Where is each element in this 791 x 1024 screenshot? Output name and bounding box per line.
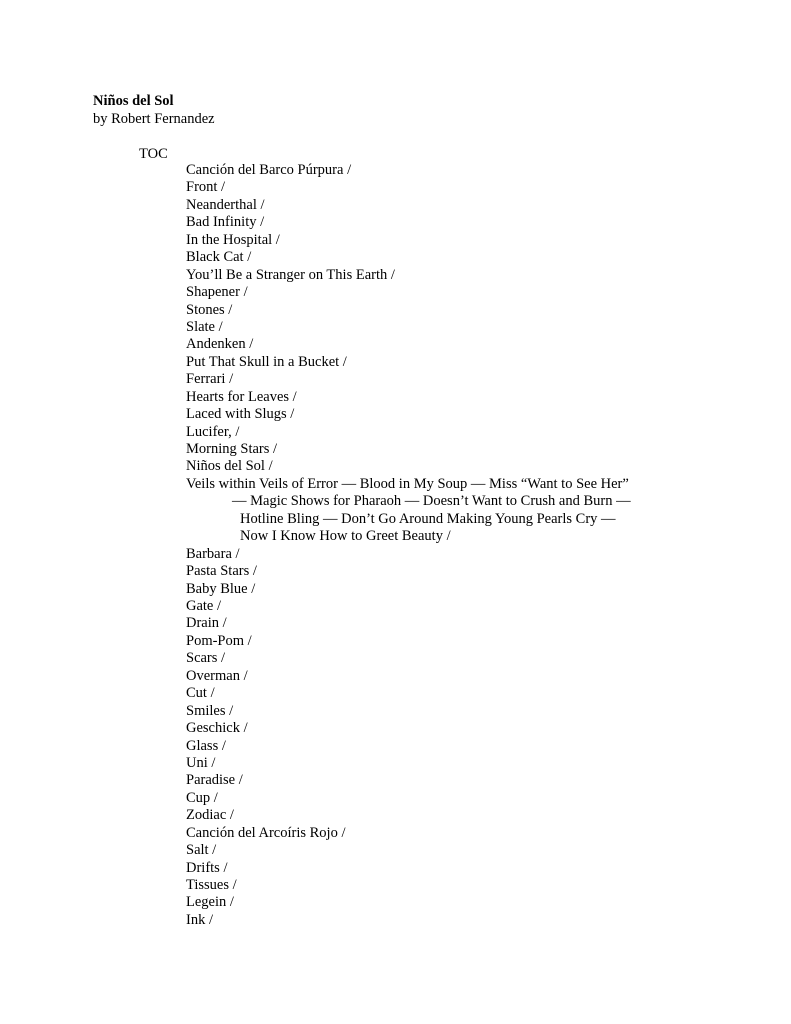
toc-entry: Glass / <box>186 737 226 754</box>
toc-entry: Stones / <box>186 301 233 318</box>
toc-entry: Laced with Slugs / <box>186 406 295 423</box>
toc-entry: Overman / <box>186 667 248 684</box>
toc-entry: Hearts for Leaves / <box>186 388 297 405</box>
toc-entry: Canción del Barco Púrpura / <box>186 162 352 178</box>
toc-heading: TOC <box>139 146 168 162</box>
toc-entry: Barbara / <box>186 545 240 562</box>
toc-entry: Slate / <box>186 318 223 335</box>
toc-entry: Black Cat / <box>186 249 252 266</box>
toc-entry: Put That Skull in a Bucket / <box>186 353 347 370</box>
document-title: Niños del Sol <box>93 93 174 109</box>
toc-entry: Morning Stars / <box>186 441 278 457</box>
toc-entry: Cup / <box>186 789 218 806</box>
toc-entry-long <box>186 476 631 546</box>
toc-entry: Pom-Pom / <box>186 632 252 649</box>
toc-entry: Salt / <box>186 842 217 859</box>
toc-entry: Neanderthal / <box>186 196 265 213</box>
toc-entry: Gate / <box>186 598 222 614</box>
toc-entry: Smiles / <box>186 702 234 719</box>
toc-entry: Scars / <box>186 650 226 667</box>
toc-entry: Canción del Arcoíris Rojo / <box>186 824 346 841</box>
toc-list <box>186 162 631 929</box>
document-author: by Robert Fernandez <box>93 111 215 127</box>
toc-entry-long-line: Hotline Bling — Don’t Go Around Making Young Pearls Cry — <box>240 510 616 527</box>
toc-entry: Drifts / <box>186 859 228 876</box>
toc-entry: Drain / <box>186 615 227 632</box>
toc-entry: Shapener / <box>186 284 248 301</box>
toc-entry-long-line: Now I Know How to Greet Beauty / <box>240 528 451 545</box>
toc-entry: Front / <box>186 179 226 196</box>
toc-entry: You’ll Be a Stranger on This Earth / <box>186 266 395 283</box>
toc-entry-long-line: — Magic Shows for Pharaoh — Doesn’t Want to Crush and Burn — <box>232 493 631 510</box>
toc-entry-long-line: Veils within Veils of Error — Blood in My Soup — Miss “Want to See Her” <box>186 475 629 492</box>
toc-entry: Geschick / <box>186 720 248 737</box>
toc-entry: Paradise / <box>186 772 243 789</box>
toc-entry: Bad Infinity / <box>186 214 265 231</box>
toc-entry: Lucifer, / <box>186 423 240 440</box>
toc-entry: Ferrari / <box>186 371 234 388</box>
toc-entry: Legein / <box>186 894 234 911</box>
toc-entry: In the Hospital / <box>186 231 280 248</box>
toc-entry: Baby Blue / <box>186 580 256 597</box>
toc-entry: Ink / <box>186 911 213 928</box>
toc-entry: Niños del Sol / <box>186 458 273 475</box>
toc-entry: Uni / <box>186 754 216 771</box>
toc-entry: Zodiac / <box>186 807 234 824</box>
toc-entry: Andenken / <box>186 336 254 353</box>
toc-entry: Tissues / <box>186 877 237 893</box>
toc-entry: Pasta Stars / <box>186 563 257 580</box>
toc-entry: Cut / <box>186 685 215 702</box>
